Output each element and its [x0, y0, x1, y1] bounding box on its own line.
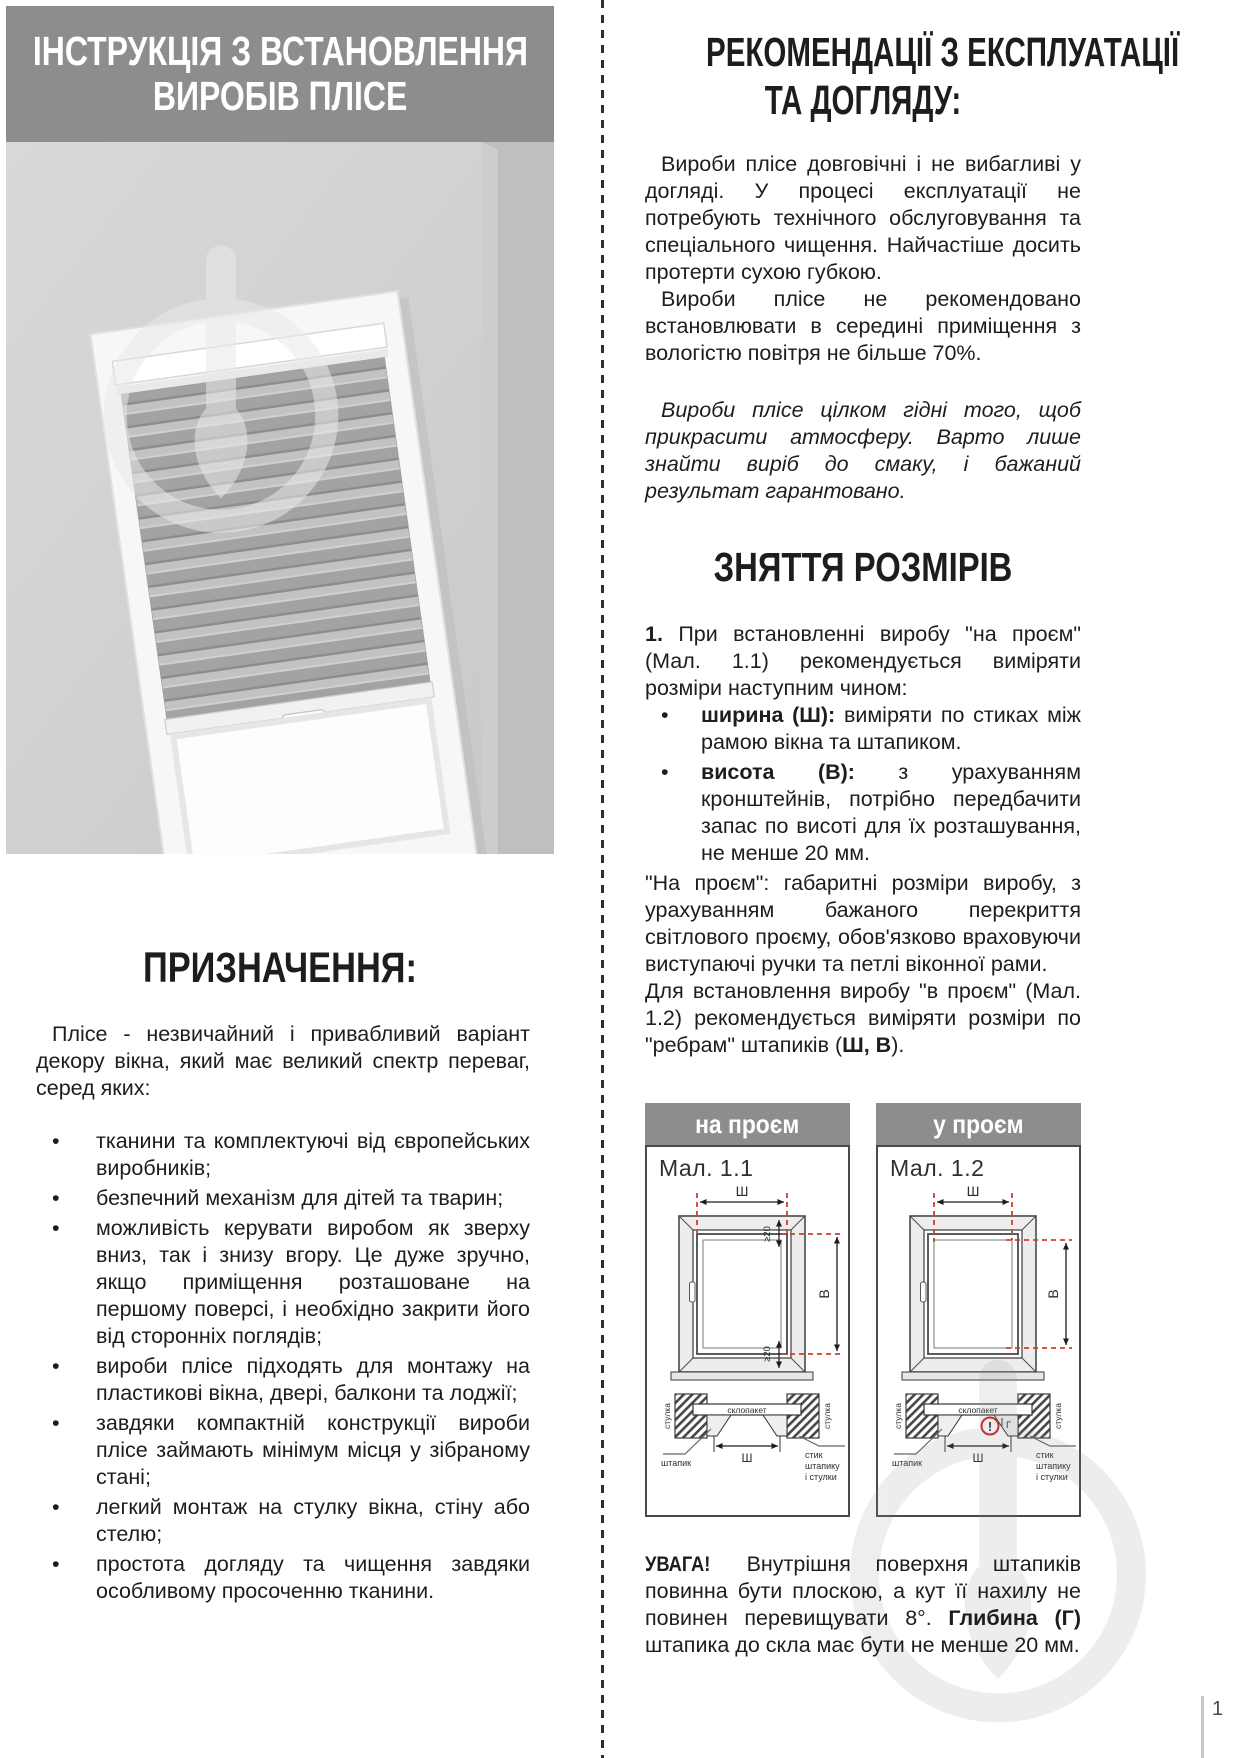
glass-unit-label: склопакет [727, 1405, 767, 1416]
figure-1-1-cross-section [659, 1392, 849, 1484]
list-item-text: завдяки компактній конструкції вироби плісе займають мінімум місця у зібраному стані; [96, 1411, 530, 1490]
width-label: ширина (Ш): [701, 703, 836, 728]
sash-block-right [787, 1394, 819, 1438]
attention-paragraph [645, 1551, 1081, 1659]
sash-label-right: стулка [822, 1403, 832, 1430]
v-proem-paragraph [645, 978, 1081, 1059]
v-proem-text: Для встановлення виробу "в проєм" (Мал. 1.2) рекомендується виміряти розміри по "ребрам" штапиків ( [645, 979, 1081, 1058]
list-item [36, 1410, 530, 1491]
diagram-panels [645, 1103, 1081, 1517]
list-item-text: легкий монтаж на стулку вікна, стіну або стелю; [96, 1495, 530, 1547]
height-label: висота (В): [701, 760, 855, 785]
bullet-marker: • [52, 1129, 60, 1154]
care-paragraph-2: Вироби плісе не рекомендовано встановлювати в середині приміщення з вологістю повітря не більше 70%. [645, 286, 1081, 365]
panel-header [645, 1103, 850, 1145]
care-heading-line1: РЕКОМЕНДАЦІЇ З ЕКСПЛУАТАЦІЇ [706, 29, 1180, 75]
attention-bold: Глибина (Г) [948, 1606, 1081, 1631]
step-number: 1. [645, 622, 663, 647]
list-item-text: безпечний механізм для дітей та тварин; [96, 1186, 504, 1211]
list-item-text: простота догляду та чищення завдяки особливому просоченню тканини. [96, 1552, 530, 1604]
window-handle [921, 1282, 927, 1302]
list-item [36, 1551, 530, 1605]
bead-left [938, 1415, 962, 1436]
bead-label: штапик [661, 1458, 692, 1469]
figure-1-1-window-diagram [659, 1184, 849, 1384]
min20-top-label: ≥20 [762, 1226, 773, 1243]
panel-body [645, 1145, 850, 1517]
joint-label-1: стик [1036, 1450, 1054, 1461]
list-item-text: можливість керувати виробом як зверху вниз, так і знизу вгору. Це дуже зручно, якщо приміщення розташоване на першому поверсі, і необхідно закрити його від сторонніх поглядів; [96, 1216, 530, 1349]
panel-u-proem [876, 1103, 1081, 1517]
bullet-marker: • [52, 1186, 60, 1211]
sash-label-left: стулка [893, 1403, 903, 1430]
care-heading [645, 28, 1180, 125]
panel-header [876, 1103, 1081, 1145]
window-handle [690, 1282, 696, 1302]
height-dimension-label: В [816, 1289, 832, 1299]
sash-block-right [1018, 1394, 1050, 1438]
page-number-rule [1201, 1696, 1204, 1758]
depth-label: Г [1006, 1420, 1012, 1432]
warning-exclamation: ! [987, 1419, 993, 1435]
width-dimension-label: Ш [966, 1184, 980, 1200]
right-column [645, 28, 1180, 1659]
sash-block-left [906, 1394, 938, 1438]
wall-recess-edge [482, 142, 498, 854]
attention-text-2: штапика до скла має бути не менше 20 мм. [645, 1633, 1080, 1658]
joint-label-1: стик [805, 1450, 823, 1461]
list-item [645, 702, 1081, 756]
min20-bottom-label: ≥20 [762, 1346, 773, 1363]
bullet-marker: • [52, 1495, 60, 1520]
window-glass [703, 1240, 781, 1348]
figure-1-2-cross-section [890, 1392, 1080, 1484]
left-column [6, 6, 554, 1608]
header-title-line1: ІНСТРУКЦІЯ З ВСТАНОВЛЕННЯ [32, 27, 528, 74]
care-heading-line2: ТА ДОГЛЯДУ: [764, 77, 962, 124]
height-dimension-label: В [1045, 1289, 1061, 1299]
window-sill [671, 1372, 813, 1380]
sash-block-left [675, 1394, 707, 1438]
list-item-text: вироби плісе підходять для монтажу на пластикові вікна, двері, балкони та лоджії; [96, 1354, 530, 1406]
list-item [645, 759, 1081, 867]
sash-label-left: стулка [662, 1403, 672, 1430]
pleated-blind-window-render [6, 142, 554, 854]
bead-left [707, 1415, 731, 1436]
care-paragraph-3: Вироби плісе цілком гідні того, щоб прикрасити атмосферу. Варто лише знайти виріб до смаку, і бажаний результат гарантовано. [645, 397, 1081, 503]
sash-label-right: стулка [1053, 1403, 1063, 1430]
measure-bullet-list [645, 702, 1081, 867]
bead-label: штапик [892, 1458, 923, 1469]
panel-na-proem [645, 1103, 850, 1517]
joint-label-3: і стулки [1036, 1472, 1068, 1483]
step-1-paragraph [645, 621, 1081, 702]
joint-label-2: штапику [1036, 1461, 1071, 1472]
figure-label: Мал. 1.2 [890, 1155, 985, 1182]
product-photo [6, 142, 554, 854]
list-item [36, 1353, 530, 1407]
list-item [36, 1185, 530, 1212]
list-item-text: тканини та комплектуючі від європейських виробників; [96, 1129, 530, 1181]
glass-unit-label: склопакет [958, 1405, 998, 1416]
purpose-heading-text: ПРИЗНАЧЕННЯ: [143, 944, 417, 992]
sizes-heading-text: ЗНЯТТЯ РОЗМІРІВ [713, 543, 1013, 590]
joint-label-3: і стулки [805, 1472, 837, 1483]
attention-label: УВАГА! [645, 1552, 711, 1577]
column-divider-dashed-line [601, 0, 604, 1758]
purpose-heading [6, 946, 554, 991]
bullet-marker: • [52, 1552, 60, 1577]
bullet-marker: • [661, 703, 669, 728]
list-item [36, 1215, 530, 1350]
list-item [36, 1128, 530, 1182]
width-dimension-label: Ш [972, 1451, 984, 1466]
left-header-band [6, 6, 554, 142]
window-sill [902, 1372, 1044, 1380]
v-proem-end: ). [891, 1033, 905, 1058]
sizes-heading [645, 543, 1081, 591]
na-proem-paragraph: "На проєм": габаритні розміри виробу, з урахуванням бажаного перекриття світлового проєму, обов'язково враховуючи виступаючі ручки та петлі віконної рами. [645, 871, 1081, 977]
pleated-fabric [121, 357, 430, 719]
list-item [36, 1494, 530, 1548]
bead-right [763, 1415, 787, 1436]
page-number: 1 [1212, 1698, 1224, 1720]
width-text: виміряти по стиках між рамою вікна та штапиком. [701, 703, 1082, 755]
bullet-marker: • [52, 1411, 60, 1436]
figure-label: Мал. 1.1 [659, 1155, 754, 1182]
bullet-marker: • [52, 1216, 60, 1241]
bullet-marker: • [52, 1354, 60, 1379]
height-text: з урахуванням кронштейнів, потрібно передбачити запас по висоті для їх розташування, не менше 20 мм. [701, 760, 1081, 866]
v-proem-bold: Ш, В [842, 1033, 892, 1058]
panel-header-text: у проєм [933, 1108, 1024, 1139]
purpose-text-block [36, 1021, 530, 1605]
step-text: При встановленні виробу "на проєм" (Мал. 1.1) рекомендується виміряти розміри наступним чином: [645, 622, 1081, 701]
window-glass [934, 1240, 1012, 1348]
bullet-marker: • [661, 760, 669, 785]
attention-text-1: Внутрішня поверхня штапиків повинна бути плоскою, а кут її нахилу не повинен перевищувати 8°. [645, 1552, 1081, 1631]
width-dimension-label: Ш [735, 1184, 749, 1200]
panel-header-text: на проєм [695, 1108, 800, 1139]
care-paragraph-1: Вироби плісе довговічні і не вибагливі у догляді. У процесі експлуатації не потребують технічного обслуговування та спеціального чищення. Найчастіше досить протерти сухою губкою. [645, 151, 1081, 284]
purpose-bullet-list [36, 1128, 530, 1605]
panel-body [876, 1145, 1081, 1517]
joint-label-2: штапику [805, 1461, 840, 1472]
width-dimension-label: Ш [741, 1451, 753, 1466]
header-title-line2: ВИРОБІВ ПЛІСЕ [152, 73, 408, 119]
purpose-intro: Плісе - незвичайний і привабливий варіант декору вікна, який має великий спектр переваг, серед яких: [36, 1022, 530, 1101]
figure-1-2-window-diagram [890, 1184, 1080, 1384]
